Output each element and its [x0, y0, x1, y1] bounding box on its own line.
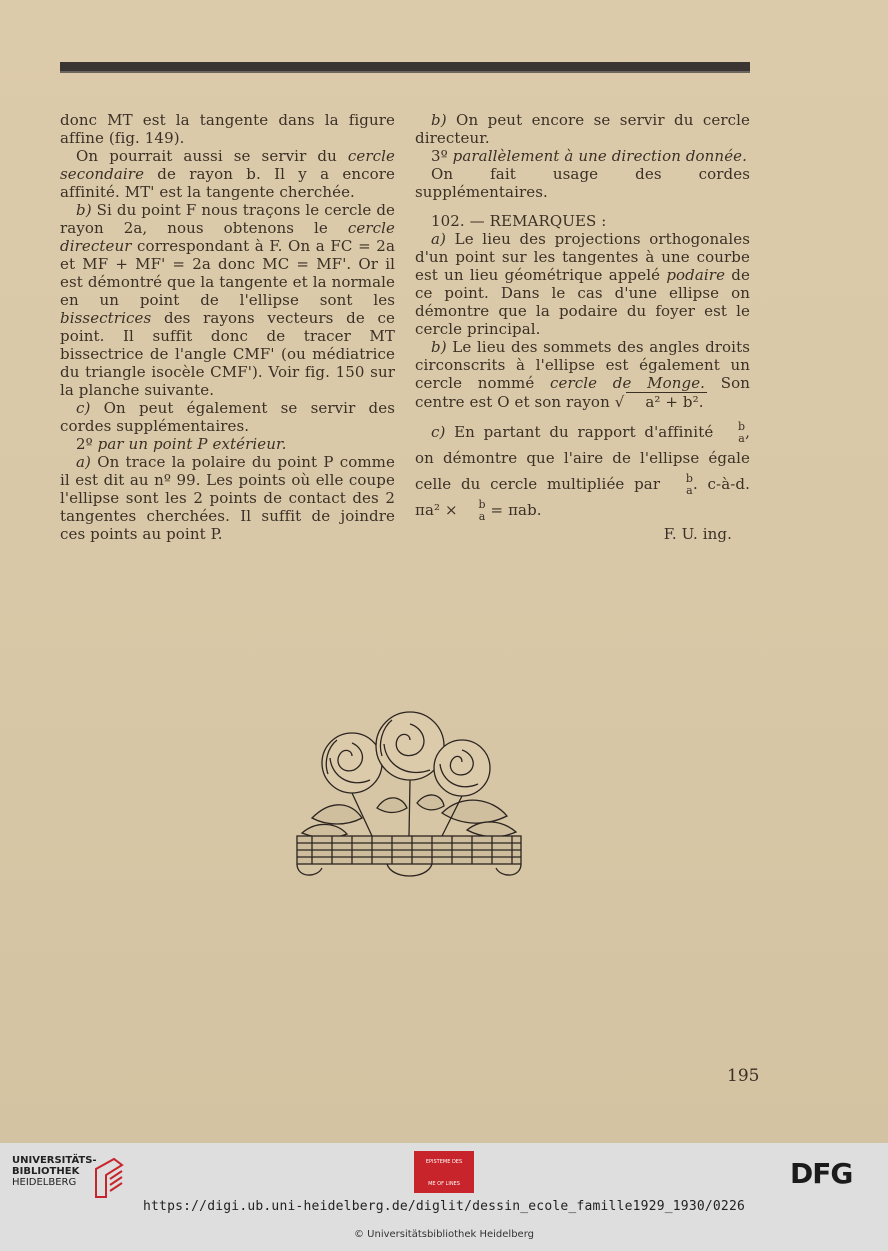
- dfg-logo[interactable]: DFG: [790, 1157, 853, 1190]
- author-signature: F. U. ing.: [663, 525, 732, 543]
- paragraph-b-monge: b) Le lieu des sommets des angles droits circonscrits à l'ellipse est également un cercle nommé cercle de Monge. Son centre est O et son rayon √ a² + b².: [415, 338, 751, 411]
- fraction-b-over-a-2: b a: [685, 472, 693, 497]
- left-paragraph: 2º par un point P extérieur.: [76, 435, 287, 453]
- paragraph-c-affinite: c) En partant du rapport d'affinité b a , on démontre que l'aire de l'ellipse égale celle du cercle multipliée par b a . c-à-d. πa² × b a = πab.: [415, 420, 751, 523]
- page-number: 195: [727, 1066, 760, 1086]
- left-paragraph: On pourrait aussi se servir du cercle secondaire de rayon b. Il y a encore affinité. MT' est la tangente cherchée.: [60, 147, 395, 201]
- permalink-url[interactable]: https://digi.ub.uni-heidelberg.de/diglit/dessin_ecole_famille1929_1930/0226: [143, 1199, 745, 1214]
- university-library-logo[interactable]: UNIVERSITÄTS- BIBLIOTHEK HEIDELBERG: [12, 1155, 127, 1205]
- paragraph-3-parallelement: 3º parallèlement à une direction donnée.: [431, 147, 748, 165]
- copyright-notice: © Universitätsbibliothek Heidelberg: [353, 1229, 534, 1240]
- fraction-b-over-a-3: b a: [478, 498, 486, 523]
- left-paragraph: donc MT est la tangente dans la figure affine (fig. 149).: [60, 111, 395, 147]
- viewer-footer: [0, 1143, 888, 1251]
- radical-sign: √: [614, 393, 625, 411]
- library-emblem-icon: [92, 1157, 126, 1201]
- radical-body: a² + b².: [626, 392, 706, 411]
- fraction-b-over-a: b a: [737, 420, 746, 445]
- paragraph-cordes: On fait usage des cordes supplémentaires.: [415, 165, 750, 201]
- left-paragraph: a) On trace la polaire du point P comme il est dit au nº 99. Les points où elle coupe l'ellipse sont les 2 points de contact des 2 tangentes cherchées. Il suffit de joindre ces points au point P.: [60, 453, 395, 543]
- right-text-column: [415, 111, 750, 543]
- section-heading-remarques: 102. — REMARQUES :: [431, 212, 607, 230]
- rose-basket-ornament: [292, 708, 526, 884]
- header-rule: [60, 62, 750, 73]
- partner-logo[interactable]: EPISTEME DES ME OF LINES: [414, 1151, 474, 1193]
- paragraph-b-cercle-directeur: b) On peut encore se servir du cercle directeur.: [415, 111, 750, 147]
- left-text-column: [60, 111, 395, 543]
- left-paragraph: c) On peut également se servir des cordes supplémentaires.: [60, 399, 395, 435]
- paragraph-a-podaire: a) Le lieu des projections orthogonales d'un point sur les tangentes à une courbe est un lieu géométrique appelé podaire de ce point. Dans le cas d'une ellipse on démontre que la podaire du foyer est le cercle principal.: [415, 230, 750, 338]
- left-paragraph: b) Si du point F nous traçons le cercle de rayon 2a, nous obtenons le cercle directeur correspondant à F. On a FC = 2a et MF + MF' = 2a donc MC = MF'. Or il est démontré que la tangente et la normale en un point de l'ellipse sont les bissectrices des rayons vecteurs de ce point. Il suffit donc de tracer MT bissectrice de l'angle CMF' (ou médiatrice du triangle isocèle CMF'). Voir fig. 150 sur la planche suivante.: [60, 201, 395, 399]
